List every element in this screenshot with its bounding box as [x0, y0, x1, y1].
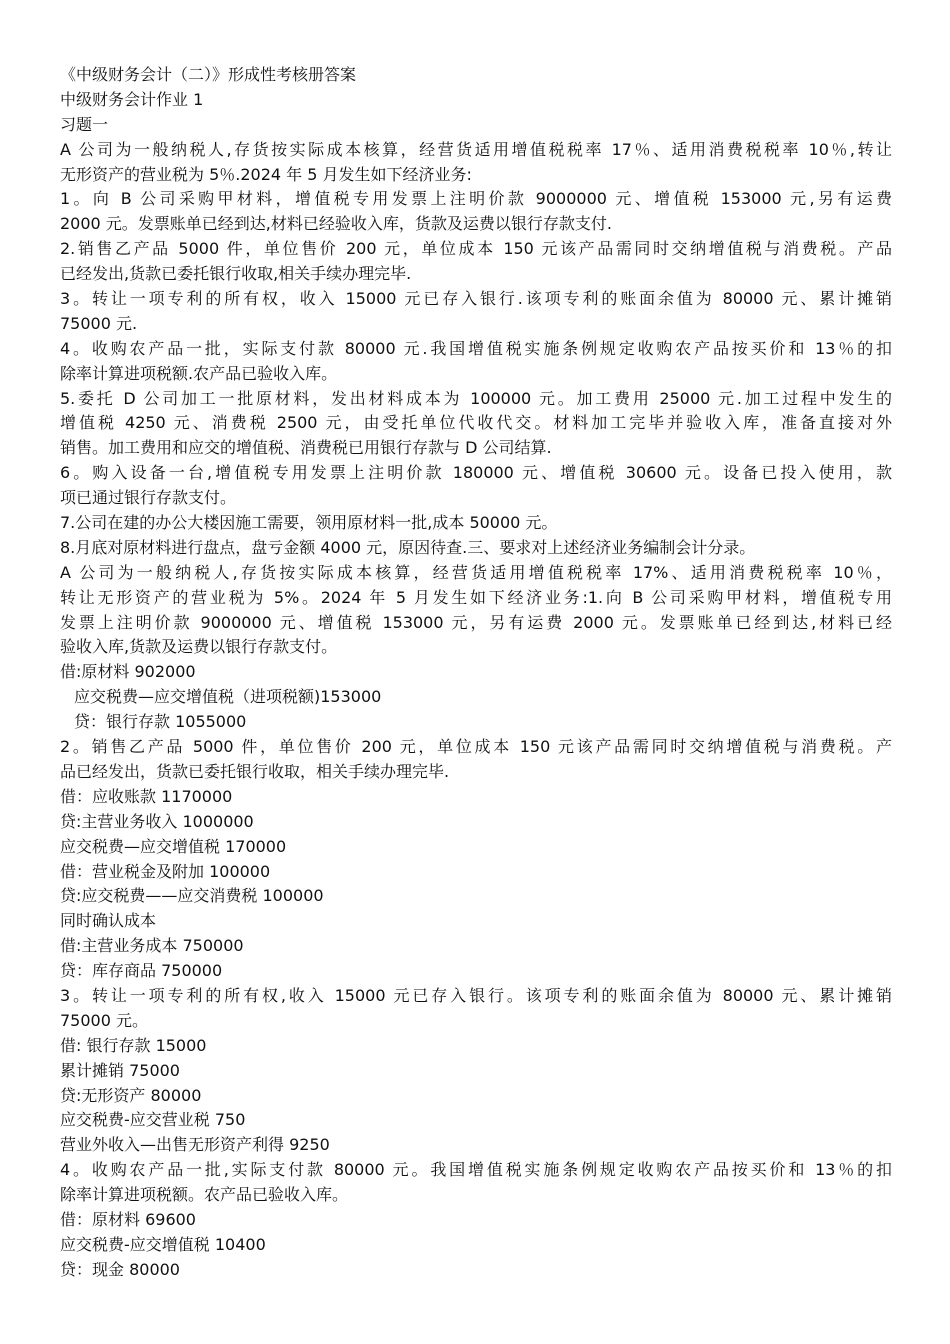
document-line: 项已通过银行存款支付。: [60, 488, 237, 508]
document-line: 销售。加工费用和应交的增值税、消费税已用银行存款与 D 公司结算.: [60, 438, 552, 458]
document-line: 应交税费—应交增值税（进项税额)153000: [74, 687, 382, 707]
document-line: 同时确认成本: [60, 911, 157, 931]
document-line: 2.销售乙产品 5000 件，单位售价 200 元，单位成本 150 元该产品需同时交纳增值税与消费税。产品: [60, 239, 892, 259]
document-line: 2。销售乙产品 5000 件，单位售价 200 元，单位成本 150 元该产品需同时交纳增值税与消费税。产: [60, 737, 892, 757]
document-line: 应交税费-应交增值税 10400: [60, 1234, 266, 1254]
document-line: 贷:无形资产 80000: [60, 1085, 202, 1105]
document-line: 5.委托 D 公司加工一批原材料，发出材料成本为 100000 元。加工费用 25000 元.加工过程中发生的: [60, 388, 892, 408]
document-line: 品已经发出，货款已委托银行收取，相关手续办理完毕.: [60, 761, 450, 781]
document-line: 《中级财务会计（二）》形成性考核册答案: [60, 65, 357, 84]
document-line: 验收入库,货款及运费以银行存款支付。: [60, 637, 338, 657]
document-line: 2000 元。发票账单已经到达,材料已经验收入库，货款及运费以银行存款支付.: [60, 214, 612, 234]
document-body: [60, 63, 892, 1283]
document-line: 3。转让一项专利的所有权,收入 15000 元已存入银行。该项专利的账面余值为 80000 元、累计摊销: [60, 985, 892, 1005]
document-line: 贷:应交税费——应交消费税 100000: [60, 886, 324, 906]
document-line: 已经发出,货款已委托银行收取,相关手续办理完毕.: [60, 264, 412, 284]
document-line: 8.月底对原材料进行盘点，盘亏金额 4000 元，原因待查.三、要求对上述经济业务编制会计分录。: [60, 537, 756, 557]
document-line: 4。收购农产品一批，实际支付款 80000 元.我国增值税实施条例规定收购农产品按买价和 13％的扣: [60, 338, 892, 358]
document-line: 累计摊销 75000: [60, 1060, 180, 1080]
document-line: 发票上注明价款 9000000 元、增值税 153000 元，另有运费 2000 元。发票账单已经到达,材料已经: [60, 612, 892, 632]
document-line: 中级财务会计作业 1: [60, 89, 204, 109]
document-line: 无形资产的营业税为 5％.2024 年 5 月发生如下经济业务:: [60, 164, 472, 184]
document-line: 营业外收入—出售无形资产利得 9250: [60, 1135, 330, 1155]
document-line: 除率计算进项税额.农产品已验收入库。: [60, 363, 338, 383]
document-line: A 公司为一般纳税人,存货按实际成本核算，经营货适用增值税税率 17％、适用消费税税率 10％,转让: [60, 139, 892, 159]
document-line: 1。向 B 公司采购甲材料，增值税专用发票上注明价款 9000000 元、增值税 153000 元,另有运费: [60, 189, 892, 209]
document-line: 借: 银行存款 15000: [60, 1035, 207, 1055]
document-line: 借:主营业务成本 750000: [60, 936, 244, 956]
document-line: 75000 元。: [60, 1010, 148, 1030]
document-line: 4。收购农产品一批,实际支付款 80000 元。我国增值税实施条例规定收购农产品按买价和 13％的扣: [60, 1160, 892, 1180]
document-line: 3。转让一项专利的所有权，收入 15000 元已存入银行.该项专利的账面余值为 80000 元、累计摊销: [60, 289, 892, 309]
document-line: 借：原材料 69600: [60, 1209, 196, 1229]
document-line: 贷：银行存款 1055000: [74, 712, 247, 732]
document-line: 贷:主营业务收入 1000000: [60, 811, 254, 831]
document-line: 应交税费—应交增值税 170000: [60, 836, 287, 856]
document-line: 转让无形资产的营业税为 5%。2024 年 5 月发生如下经济业务:1.向 B 公司采购甲材料，增值税专用: [60, 587, 892, 607]
document-line: 习题一: [60, 114, 109, 134]
document-line: 借:原材料 902000: [60, 662, 196, 682]
document-line: 借：应收账款 1170000: [60, 786, 233, 806]
document-line: 75000 元.: [60, 313, 138, 333]
document-line: 应交税费-应交营业税 750: [60, 1110, 246, 1130]
document-line: A 公司为一般纳税人,存货按实际成本核算，经营货适用增值税税率 17%、适用消费税税率 10％，: [60, 562, 892, 582]
document-line: 借：营业税金及附加 100000: [60, 861, 271, 881]
document-line: 增值税 4250 元、消费税 2500 元，由受托单位代收代交。材料加工完毕并验收入库，准备直接对外: [60, 413, 892, 433]
document-line: 除率计算进项税额。农产品已验收入库。: [60, 1185, 349, 1205]
document-line: 贷：库存商品 750000: [60, 961, 223, 981]
document-line: 7.公司在建的办公大楼因施工需要，领用原材料一批,成本 50000 元。: [60, 513, 558, 533]
document-line: 6。购入设备一台,增值税专用发票上注明价款 180000 元、增值税 30600 元。设备已投入使用，款: [60, 463, 892, 483]
document-line: 贷：现金 80000: [60, 1259, 180, 1279]
